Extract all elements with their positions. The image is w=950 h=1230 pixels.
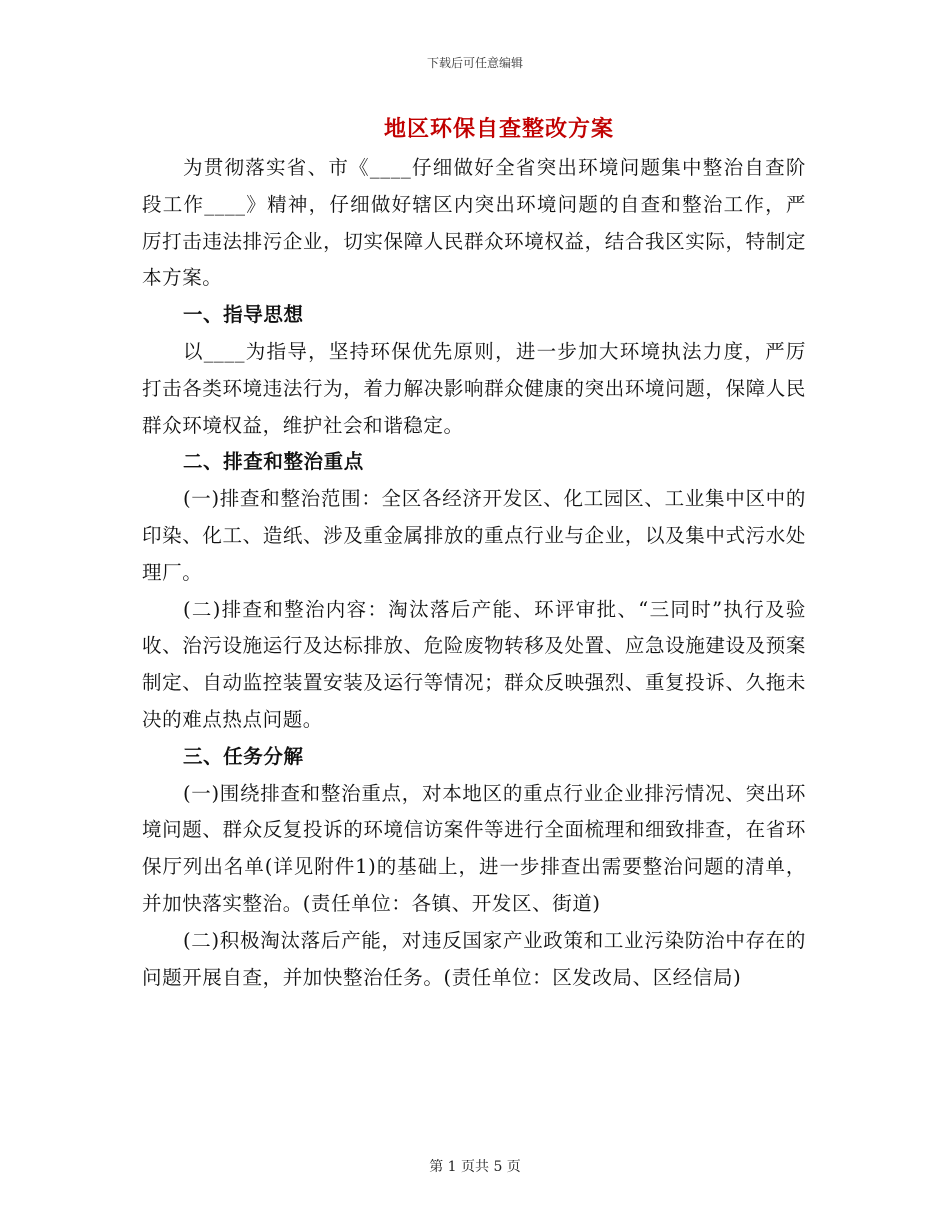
header-note: 下载后可任意编辑 — [426, 56, 523, 70]
task-one-paragraph: (一)围绕排查和整治重点，对本地区的重点行业企业排污情况、突出环境问题、群众反复投诉的环境信访案件等进行全面梳理和细致排查，在省环保厅列出名单(详见附件1)的基础上，进一步排查出需要整治问题的清单，并加快落实整治。(责任单位：各镇、开发区、街道) — [142, 781, 806, 915]
guiding-thought-paragraph: 以____为指导，坚持环保优先原则，进一步加大环境执法力度，严厉打击各类环境违法行为，着力解决影响群众健康的突出环境问题，保障人民群众环境权益，维护社会和谐稳定。 — [142, 339, 806, 437]
intro-paragraph: 为贯彻落实省、市《____仔细做好全省突出环境问题集中整治自查阶段工作____》精神，仔细做好辖区内突出环境问题的自查和整治工作，严厉打击违法排污企业，切实保障人民群众环境权益，结合我区实际，特制定本方案。 — [142, 156, 806, 290]
section-heading-task-breakdown: 三、任务分解 — [182, 744, 304, 768]
section-heading-inspection-focus: 二、排查和整治重点 — [182, 450, 364, 474]
document-body — [142, 150, 806, 996]
task-two-paragraph: (二)积极淘汰落后产能，对违反国家产业政策和工业污染防治中存在的问题开展自查，并加快整治任务。(责任单位：区发改局、区经信局) — [142, 928, 806, 989]
document-title: 地区环保自查整改方案 — [383, 116, 614, 142]
section-heading-guiding-thought: 一、指导思想 — [182, 303, 304, 327]
inspection-scope-paragraph: (一)排查和整治范围：全区各经济开发区、化工园区、工业集中区中的印染、化工、造纸、涉及重金属排放的重点行业与企业，以及集中式污水处理厂。 — [142, 487, 806, 584]
inspection-content-paragraph: (二)排查和整治内容：淘汰落后产能、环评审批、“三同时”执行及验收、治污设施运行及达标排放、危险废物转移及处置、应急设施建设及预案制定、自动监控装置安装及运行等情况；群众反映强烈、重复投诉、久拖未决的难点热点问题。 — [142, 597, 806, 731]
page-number-footer: 第 1 页共 5 页 — [429, 1159, 521, 1175]
